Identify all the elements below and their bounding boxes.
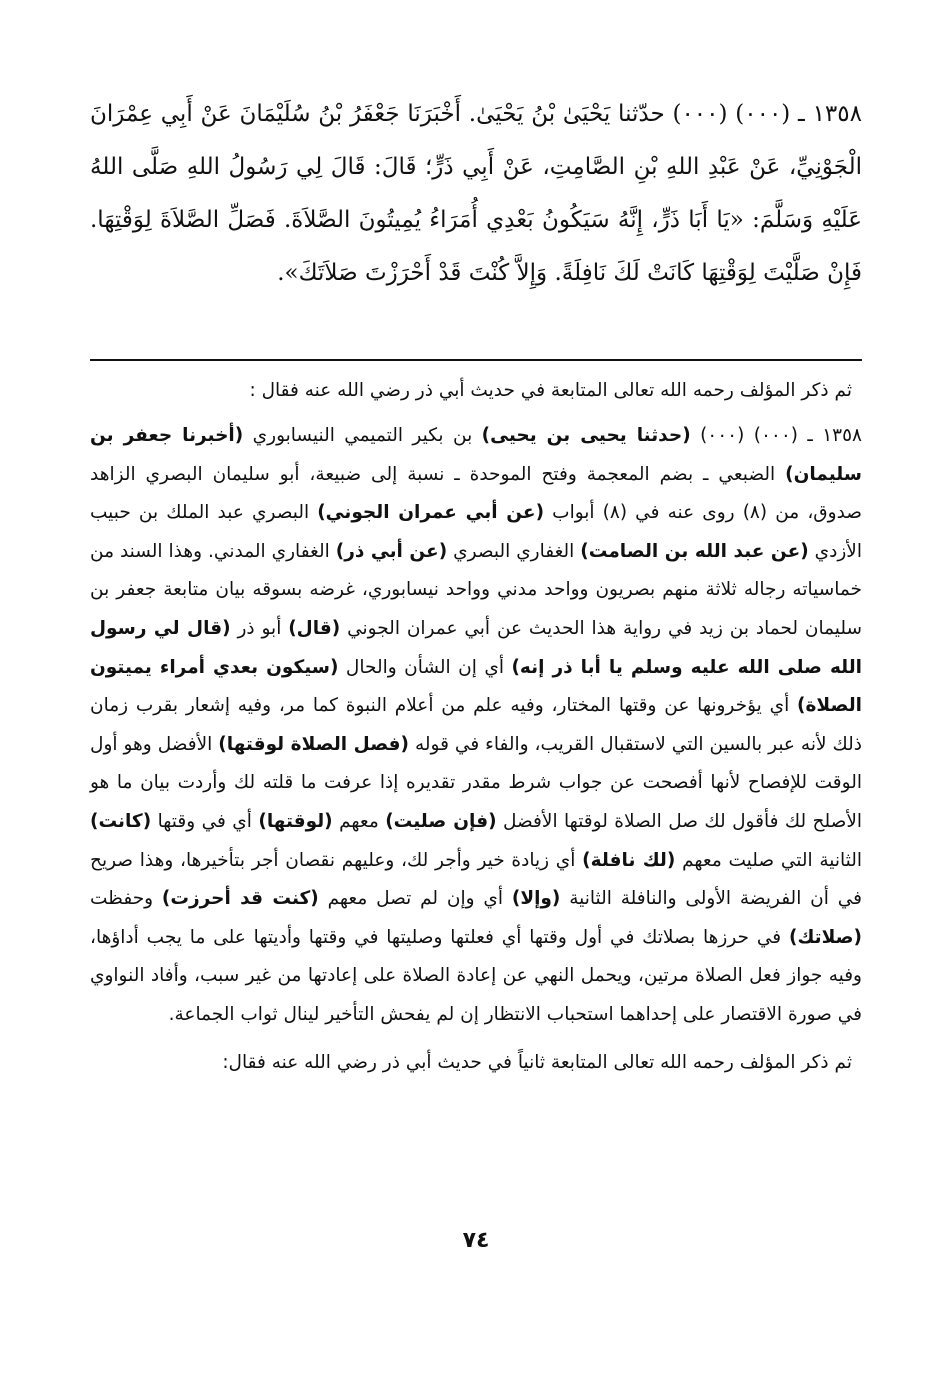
quoted-phrase: (فصل الصلاة لوقتها) — [218, 733, 409, 755]
commentary-run: أي إن الشأن والحال — [338, 656, 512, 678]
commentary-run: البصري عبد الملك بن حبيب الأزدي — [90, 502, 862, 562]
commentary-run: وحفظت — [90, 888, 162, 910]
commentary-run: أي زيادة خير وأجر لك، وعليهم نقصان أجر بتأخيرها، وهذا صريح في أن الفريضة الأولى والنافلة الثانية — [90, 849, 862, 910]
commentary-outro: ثم ذكر المؤلف رحمه الله تعالى المتابعة ثانياً في حديث أبي ذر رضي الله عنه فقال: — [222, 1051, 852, 1073]
commentary-run: الغفاري البصري — [447, 540, 581, 562]
quoted-phrase: (عن أبي عمران الجوني) — [317, 502, 545, 524]
commentary-run: أي يؤخرونها عن وقتها المختار، وفيه علم من أعلام النبوة كما مر، وفيه إشعار بقرب زمان ذلك لأنه عبر بالسين التي لاستقبال القريب، والفاء في قوله — [90, 695, 862, 755]
commentary-intro: ثم ذكر المؤلف رحمه الله تعالى المتابعة في حديث أبي ذر رضي الله عنه فقال : — [249, 380, 852, 401]
quoted-phrase: (كنت قد أحرزت) — [161, 888, 319, 910]
commentary-run: الغفاري المدني. وهذا السند من خماسياته رجاله ثلاثة منهم بصريون وواحد مدني وواحد نيسابوري، غرضه بسوقه بيان متابعة جعفر بن سليمان لحماد بن زيد في رواية هذا الحديث عن أبي عمران الجوني — [90, 540, 862, 639]
page-number: ٧٤ — [462, 1228, 490, 1253]
hadith-text: ١٣٥٨ ـ (٠٠٠) (٠٠٠) حدّثنا يَحْيَىٰ بْنُ يَحْيَىٰ. أَخْبَرَنَا جَعْفَرُ بْنُ سُلَيْمَانَ عَنْ أَبِي عِمْرَانَ الْجَوْنِيِّ، عَنْ عَبْدِ اللهِ بْنِ الصَّامِتِ، عَنْ أَبِي ذَرٍّ؛ قَالَ: قَالَ لِي رَسُولُ اللهِ صَلَّى اللهُ عَلَيْهِ وَسَلَّمَ: «يَا أَبَا ذَرٍّ، إِنَّهُ سَيَكُونُ بَعْدِي أُمَرَاءُ يُمِيتُونَ الصَّلاَةَ. فَصَلِّ الصَّلاَةَ لِوَقْتِهَا. فَإِنْ صَلَّيْتَ لِوَقْتِهَا كَانَتْ لَكَ نَافِلَةً. وَإِلاَّ كُنْتَ قَدْ أَحْرَزْتَ صَلاَتَكَ». — [90, 101, 862, 286]
commentary-run: أي في وقتها — [151, 810, 259, 832]
quoted-phrase: (لك نافلة) — [582, 849, 676, 871]
book-page — [90, 88, 862, 1358]
quoted-phrase: (وإلا) — [511, 888, 561, 910]
commentary-run: الأفضل وهو أول الوقت للإفصاح لأنها أفصحت عن جواب شرط مقدر تقديره إذا عرفت ما قلته لك وأردت بيان ما هو الأصلح لك فأقول لك صل الصلاة لوقتها الأفضل — [90, 733, 863, 832]
quoted-phrase: (حدثنا يحيى بن يحيى) — [481, 425, 691, 446]
quoted-phrase: (قال لي رسول الله صلى الله عليه وسلم يا أبا ذر إنه) — [90, 617, 862, 678]
quoted-phrase: (قال) — [288, 617, 341, 639]
quoted-phrase: (عن أبي ذر) — [335, 540, 448, 562]
commentary-run: ١٣٥٨ ـ (٠٠٠) (٠٠٠) — [690, 425, 862, 446]
commentary-run: معهم — [332, 810, 386, 832]
quoted-phrase: (صلاتك) — [788, 926, 862, 948]
quoted-phrase: (كانت) — [90, 810, 152, 832]
footnote-divider — [90, 359, 862, 361]
quoted-phrase: (سيكون بعدي أمراء يميتون الصلاة) — [90, 656, 862, 717]
commentary-run: بن بكير التميمي النيسابوري — [243, 425, 482, 446]
quoted-phrase: (لوقتها) — [258, 810, 333, 832]
commentary-text — [90, 417, 862, 1035]
commentary-run: في حرزها بصلاتك في أول وقتها أي فعلتها وصليتها في وقتها وأديتها على ما يجب أداؤها، وفيه جواز فعل الصلاة مرتين، ويحمل النهي عن إعادة الصلاة على إعادتها من غير سبب، وأفاد النواوي في صورة الاقتصار على إحداهما استحباب الانتظار إن لم يفحش التأخير لينال ثواب الجماعة. — [90, 926, 862, 1025]
commentary-run: أبو ذر — [230, 617, 289, 639]
commentary-run: الثانية التي صليت معهم — [675, 849, 862, 871]
quoted-phrase: (عن عبد الله بن الصامت) — [580, 540, 809, 562]
commentary-run: أي وإن لم تصل معهم — [318, 888, 512, 910]
quoted-phrase: (فإن صليت) — [385, 810, 497, 832]
quoted-phrase: (أخبرنا جعفر بن سليمان) — [90, 425, 862, 485]
commentary-run: الضبعي ـ بضم المعجمة وفتح الموحدة ـ نسبة إلى ضبيعة، أبو سليمان البصري الزاهد صدوق، من (٨) روى عنه في (٨) أبواب — [90, 463, 862, 524]
